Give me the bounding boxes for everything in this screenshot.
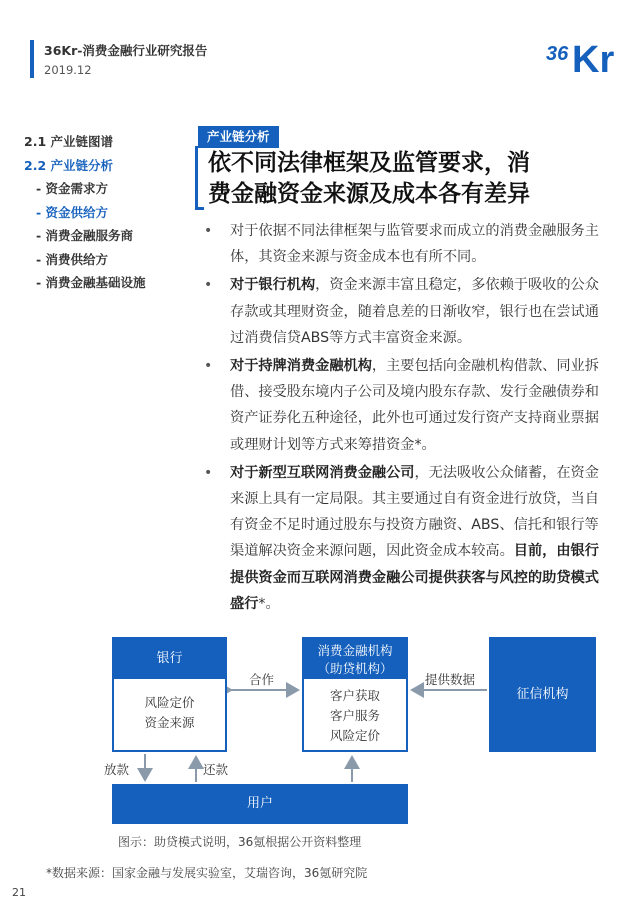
bullet-text: ，资金来源丰富且稳定，多依赖于吸收的公众存款或其理财资金，随着息差的日渐收窄，银行也在尝试通过消费信贷ABS等方式丰富资金来源。	[230, 277, 599, 346]
logo-36kr	[542, 30, 618, 76]
bullet-tail: *。	[258, 595, 280, 612]
report-title: 36Kr-消费金融行业研究报告	[44, 43, 208, 58]
bank-line: 资金来源	[144, 715, 195, 730]
bullet-list	[202, 218, 602, 619]
consumer-finance-box	[302, 637, 408, 752]
bullet-text: ，无法吸收公众储蓄，在资金来源上具有一定局限。其主要通过自有资金进行放贷，当自有资金不足时通过股东与投资方融资、ABS、信托和银行等渠道解决资金来源问题，因此资金成本较高。	[230, 464, 599, 560]
label-loan: 放款	[104, 762, 130, 777]
data-source-note: *数据来源：国家金融与发展实验室，艾瑞咨询，36氪研究院	[46, 866, 368, 880]
nav-item-chain-map[interactable]: 2.1 产业链图谱	[24, 134, 113, 149]
header-accent-bar	[30, 40, 34, 78]
bank-box	[112, 637, 227, 752]
bank-line: 风险定价	[144, 695, 195, 710]
bullet-dot-icon: •	[204, 223, 213, 239]
label-provide-data: 提供数据	[425, 672, 476, 687]
cf-line: 客户获取	[329, 688, 380, 703]
nav-item-infrastructure[interactable]: - 消费金融基础设施	[36, 275, 146, 290]
nav-item-consumption-supply[interactable]: - 消费供给方	[36, 251, 109, 267]
bank-body	[114, 679, 225, 733]
headline-bracket	[195, 146, 204, 210]
section-nav	[24, 130, 194, 295]
cf-title-line: 消费金融机构	[317, 643, 393, 658]
bullet-text: 对于依据不同法律框架与监管要求而成立的消费金融服务主体，其资金来源与资金成本也有所不同。	[230, 223, 599, 266]
headline-line-1: 依不同法律框架及监管要求，消	[208, 150, 530, 176]
bullet-bold-lead: 对于银行机构	[230, 277, 316, 294]
report-date: 2019.12	[44, 63, 92, 77]
user-box: 用户	[112, 784, 408, 824]
svg-text:Kr: Kr	[572, 39, 615, 76]
nav-item-chain-analysis[interactable]: 2.2 产业链分析	[24, 157, 113, 173]
bullet-item	[202, 272, 602, 351]
section-tag: 产业链分析	[198, 126, 279, 148]
bank-title: 银行	[114, 639, 225, 679]
figure-caption: 图示：助贷模式说明，36氪根据公开资料整理	[118, 835, 362, 849]
bullet-dot-icon: •	[204, 358, 213, 375]
bullet-bold-lead: 对于新型互联网消费金融公司	[230, 464, 415, 481]
cf-body	[304, 679, 406, 746]
bullet-dot-icon: •	[204, 277, 213, 294]
page-number: 21	[12, 886, 26, 899]
credit-agency-box: 征信机构	[489, 637, 596, 752]
nav-item-service-provider[interactable]: - 消费金融服务商	[36, 228, 134, 243]
cf-line: 客户服务	[329, 708, 380, 723]
bullet-text: ，主要包括向金融机构借款、同业拆借、接受股东境内子公司及境内股东存款、发行金融债券和资产证券化五种途径，此外也可通过发行资产支持商业票据或理财计划等方式来筹措资金*。	[230, 358, 599, 453]
svg-text:36: 36	[546, 43, 569, 65]
nav-item-capital-demand[interactable]: - 资金需求方	[36, 181, 109, 196]
page-headline	[208, 148, 608, 210]
bullet-item	[202, 460, 602, 617]
bullet-bold-tail: 目前，由银行提供资金而互联网消费金融公司提供获客与风控的助贷模式盛行	[230, 543, 599, 612]
bullet-dot-icon: •	[204, 464, 213, 481]
headline-line-2: 费金融资金来源及成本各有差异	[208, 181, 530, 207]
bullet-item	[202, 218, 602, 270]
cf-title	[304, 639, 406, 679]
cf-line: 风险定价	[329, 728, 380, 743]
bullet-item	[202, 353, 602, 458]
nav-item-capital-supply[interactable]: - 资金供给方	[36, 204, 109, 220]
label-cooperate: 合作	[249, 672, 275, 687]
label-repay: 还款	[203, 762, 229, 777]
bullet-bold-lead: 对于持牌消费金融机构	[230, 358, 372, 375]
cf-title-line: （助贷机构）	[317, 661, 393, 676]
